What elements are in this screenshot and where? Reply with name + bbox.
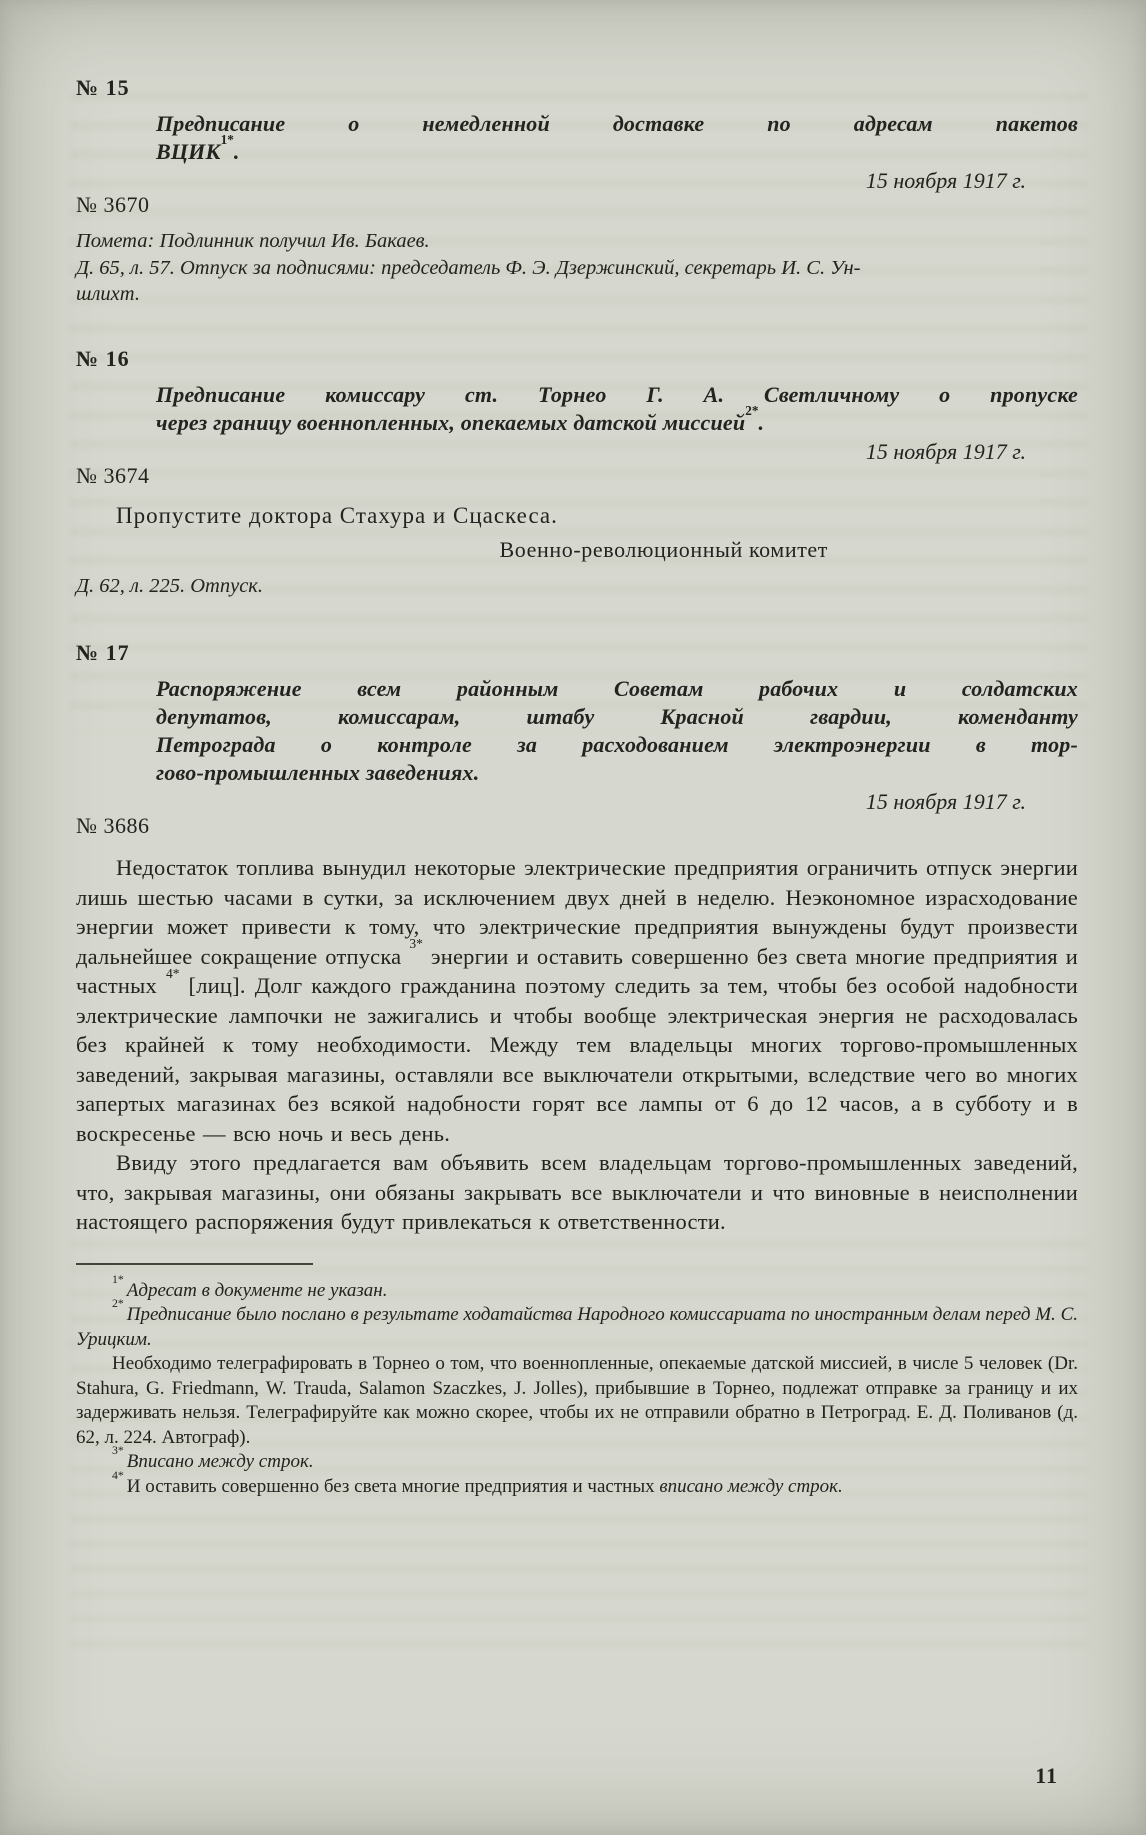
document-date: 15 ноября 1917 г. [865,168,1026,193]
document-title-line [156,132,1078,166]
archive-reference-line: Д. 65, л. 57. Отпуск за подписями: председатель Ф. Э. Дзержинский, секретарь И. С. Ун- [76,257,861,279]
document-entry-15 [76,74,1078,307]
footnote-marker: 2* [112,1297,124,1311]
document-title-text: через границу военнопленных, опекаемых датской миссией [156,410,746,435]
document-title-text: . [758,410,765,435]
footnote-text: Вписано между строк. [126,1451,314,1472]
document-paragraph [76,853,1078,1148]
archive-reference-line: шлихт. [76,283,140,305]
document-paragraph: Ввиду этого предлагается вам объявить всем владельцам торгово-промышленных заведений, что, закрывая магазины, они обязаны закрывать все выключатели и что виновные в неисполнении настоящего распоряжения будут привлекаться к ответственности. [76,1150,1078,1234]
footnote-2-commentary: Необходимо телеграфировать в Торнео о том, что военнопленные, опекаемые датской миссией, в числе 5 человек (Dr. Stahura, G. Friedmann, W. Trauda, Salamon Szaczkes, J. Jolles), прибывшие в Торнео, подлежат отправке за границу и их задерживать нельзя. Телеграфируйте как можно скорее, чтобы их не отправили обратно в Петроград. Е. Д. Поливанов (д. 62, л. 224. Автограф). [76,1353,1078,1448]
footnote-marker: 1* [112,1272,124,1286]
paragraph-text: Недостаток топлива вынудил некоторые электрические предприятия ограничить отпуск энергии лишь шестью часами в сутки, за исключением двух дней в неделю. Неэкономное израсходование энергии может привести к тому, что электрические предприятия вынуждены будут произвести дальнейшее сокращение отпуска [76,855,1078,969]
document-number-heading: № 17 [76,640,130,665]
footnote-separator [76,1263,313,1265]
footnote-3 [76,1444,1078,1475]
footnote-4 [76,1468,1078,1500]
document-body-text: Пропустите доктора Стахура и Сцаскеса. [116,503,558,528]
document-title [156,381,1078,437]
document-number-heading: № 15 [76,75,130,100]
footnote-ref: 4* [165,965,180,981]
paragraph-text: [лиц]. Долг каждого гражданина поэтому следить за тем, чтобы без особой надобности электрические лампочки не зажигались и чтобы вообще электрическая энергия не расходовалась без крайней к тому необходимости. Между тем владельцы многих торгово-промышленных заведений, закрывая магазины, оставляли все выключатели открытыми, вследствие чего во многих запертых магазинах без всякой надобности горят все лампы от 6 до 12 часов, а в субботу и в воскресенье — всю ночь и весь день. [76,973,1078,1146]
document-entry-16 [76,345,1078,599]
footnote-ref: 2* [745,403,759,419]
footnote-1 [76,1272,1078,1304]
document-title-line: Предписание о немедленной доставке по адресам пакетов [156,111,1078,136]
footnote-marker: 3* [112,1444,124,1458]
footnote-ref: 3* [409,936,423,952]
document-pometa: Помета: Подлинник получил Ив. Бакаев. [76,230,430,252]
document-title [156,110,1078,166]
document-registry-number: № 3674 [76,463,150,488]
document-title-line: Предписание комиссару ст. Торнео Г. А. Светличному о пропуске [156,382,1078,407]
footnote-text: вписано между строк. [659,1475,843,1497]
document-title-line: депутатов, комиссарам, штабу Красной гвардии, коменданту [156,704,1078,729]
document-registry-number: № 3670 [76,192,150,217]
page-content [76,74,1078,1499]
footnote-text: Предписание было послано в результате ходатайства Народного комиссариата по иностранным делам перед М. С. Урицким. [76,1304,1078,1350]
footnote-ref: 1* [220,132,234,148]
document-signature: Военно-революционный комитет [499,537,828,562]
footnote-2 [76,1297,1078,1352]
document-date: 15 ноября 1917 г. [865,789,1026,814]
paragraph-text: энергии и оставить совершенно без света многие предприятия и частных [76,943,1078,998]
archive-reference [76,255,1078,307]
document-title-line: Распоряжение всем районным Советам рабочих и солдатских [156,676,1078,701]
document-number-heading: № 16 [76,346,130,371]
footnote-text: И оставить совершенно без света многие предприятия и частных [126,1475,660,1497]
document-entry-17 [76,639,1078,1237]
document-registry-number: № 3686 [76,813,150,838]
document-title-text: ВЦИК [156,139,221,164]
footnotes-block [76,1272,1078,1500]
document-title [156,675,1078,787]
page-number: 11 [1035,1763,1058,1788]
document-title-line: гово-промышленных заведениях. [156,760,480,785]
document-title-line [156,403,1078,437]
archive-reference: Д. 62, л. 225. Отпуск. [76,575,264,597]
document-date: 15 ноября 1917 г. [865,439,1026,464]
document-title-text: . [233,139,240,164]
footnote-text: Адресат в документе не указан. [126,1279,388,1301]
footnote-marker: 4* [112,1468,124,1482]
document-title-line: Петрограда о контроле за расходованием электроэнергии в тор- [156,732,1078,757]
